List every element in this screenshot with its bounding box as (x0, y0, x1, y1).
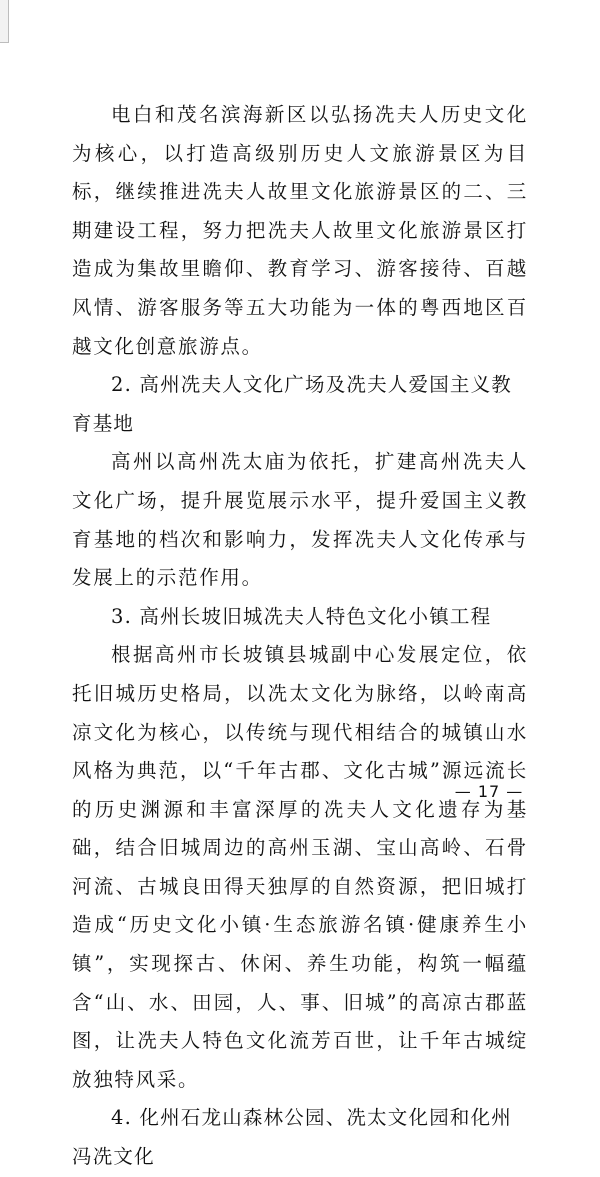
section-heading-2: 2. 高州冼夫人文化广场及冼夫人爱国主义教育基地 (72, 373, 513, 435)
paragraph-section-3: 根据高州市长坡镇县城副中心发展定位，依托旧城历史格局，以冼太文化为脉络，以岭南高凉文化为核心，以传统与现代相结合的城镇山水风格为典范，以“千年古郡、文化古城”源远流长的历史渊源和丰富深厚的冼夫人文化遗存为基础，结合旧城周边的高州玉湖、宝山高岭、石骨河流、古城良田得天独厚的自然资源，把旧城打造成“历史文化小镇·生态旅游名镇·健康养生小镇”，实现探古、休闲、养生功能，构筑一幅蕴含“山、水、田园，人、事、旧城”的高凉古郡蓝图，让冼夫人特色文化流芳百世，让千年古城绽放独特风采。 (72, 643, 528, 1091)
section-heading-3: 3. 高州长坡旧城冼夫人特色文化小镇工程 (111, 604, 492, 628)
page-number: — 17 — (454, 782, 524, 801)
paragraph-intro: 电白和茂名滨海新区以弘扬冼夫人历史文化为核心，以打造高级别历史人文旅游景区为目标，继续推进冼夫人故里文化旅游景区的二、三期建设工程，努力把冼夫人故里文化旅游景区打造成为集故里瞻仰、教育学习、游客接待、百越风情、游客服务等五大功能为一体的粤西地区百越文化创意旅游点。 (72, 103, 528, 358)
section-heading-4: 4. 化州石龙山森林公园、冼太文化园和化州冯冼文化 (72, 1106, 513, 1169)
scan-corner-mark (0, 0, 9, 43)
document-body (72, 96, 528, 1177)
paragraph-section-2: 高州以高州冼太庙为依托，扩建高州冼夫人文化广场，提升展览展示水平，提升爱国主义教育基地的档次和影响力，发挥冼夫人文化传承与发展上的示范作用。 (72, 450, 528, 590)
